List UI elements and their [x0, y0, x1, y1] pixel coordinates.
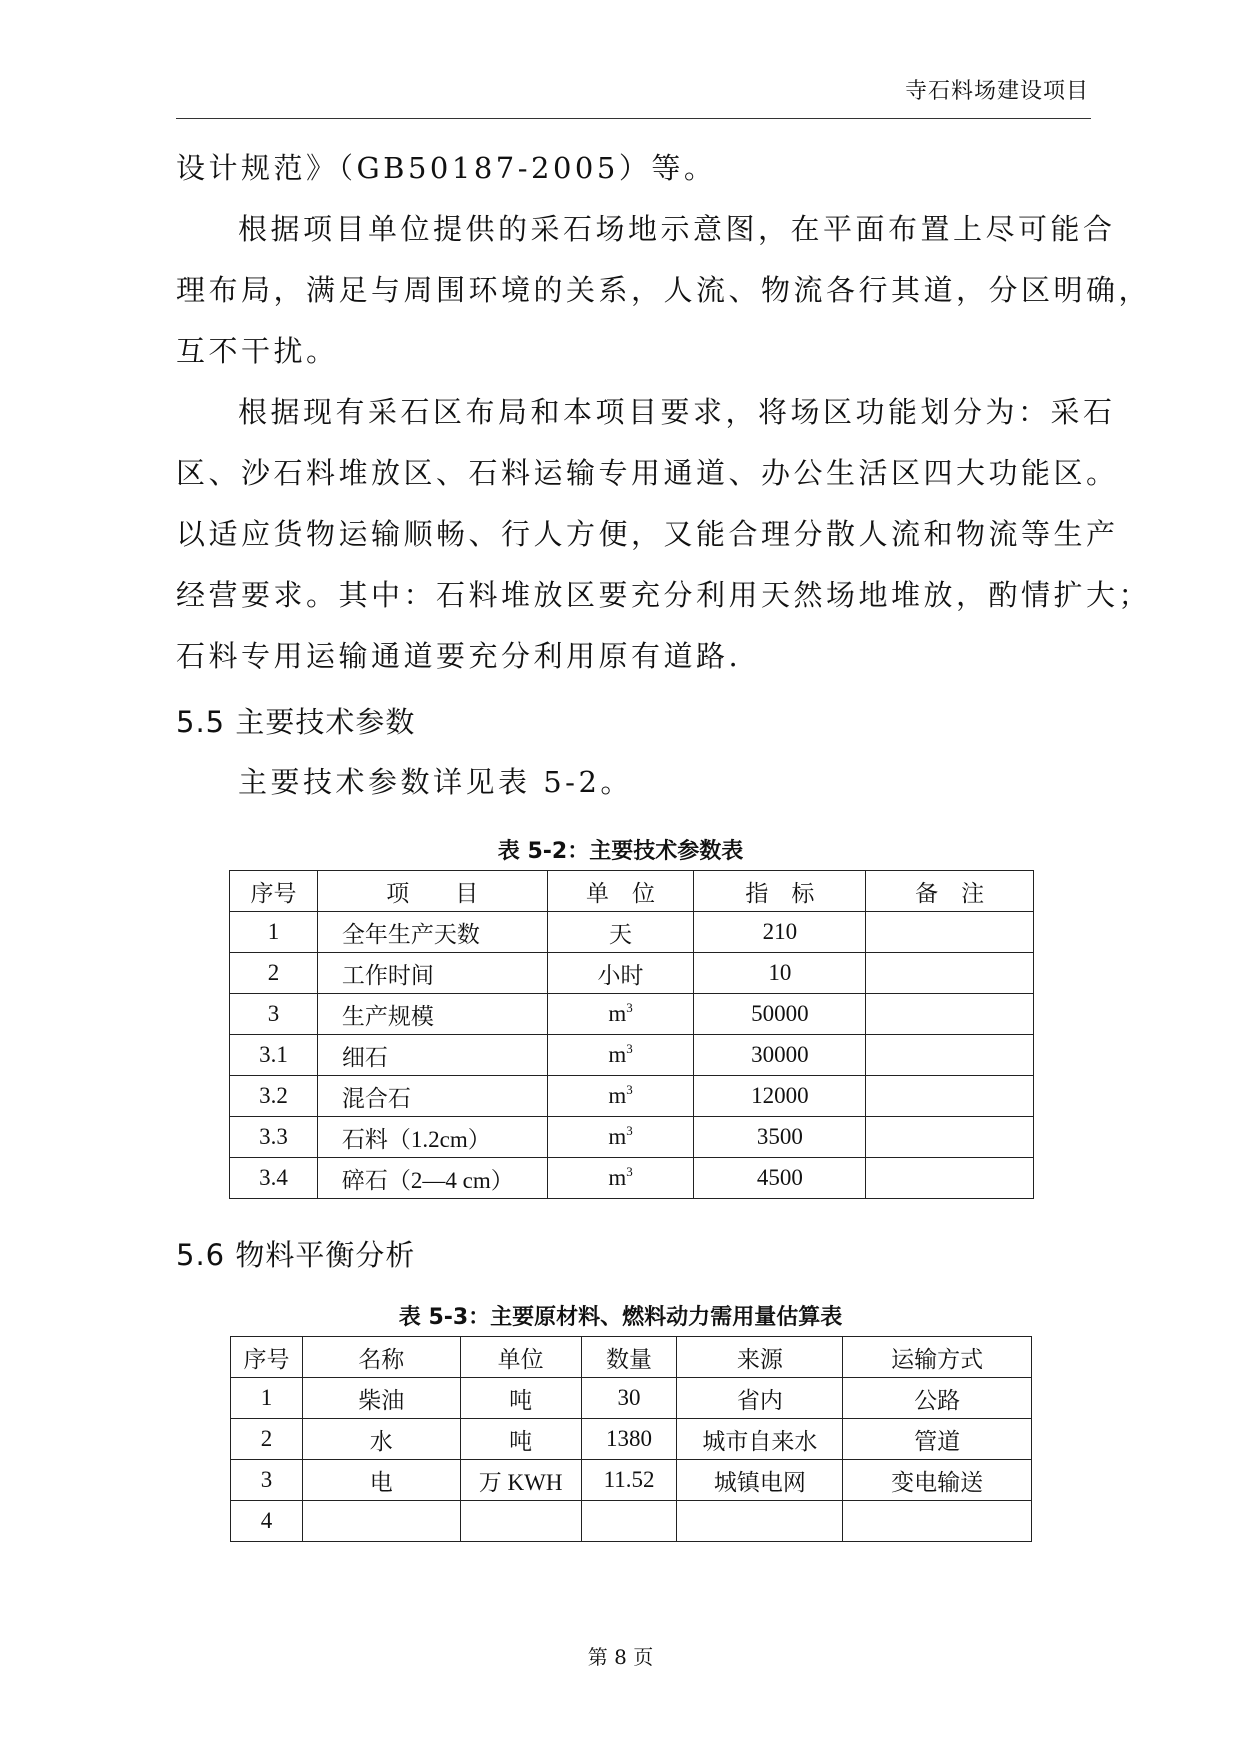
header-cell: 运输方式 — [843, 1337, 1032, 1378]
header-cell: 序号 — [231, 1337, 303, 1378]
table-cell: 小时 — [547, 953, 694, 994]
table-cell: 城镇电网 — [677, 1460, 843, 1501]
table-cell: 吨 — [460, 1378, 581, 1419]
text-line: 理布局，满足与周围环境的关系，人流、物流各行其道，分区明确， — [176, 273, 1152, 307]
header-cell: 来源 — [677, 1337, 843, 1378]
paragraph-layout — [176, 199, 1152, 382]
table-5-3-caption: 表 5-3：主要原材料、燃料动力需用量估算表 — [398, 1305, 843, 1330]
header-cell: 数量 — [581, 1337, 677, 1378]
technical-parameters-table — [229, 870, 1034, 1199]
header-cell: 序号 — [230, 871, 318, 912]
table-row — [230, 1117, 1034, 1158]
table-cell: 天 — [547, 912, 694, 953]
text-line: 主要技术参数详见表 5-2。 — [238, 765, 633, 799]
table-cell: 3 — [230, 994, 318, 1035]
table-cell: 30 — [581, 1378, 677, 1419]
text-line: 根据现有采石区布局和本项目要求，将场区功能划分为：采石 — [238, 395, 1116, 429]
table-row — [231, 1501, 1032, 1542]
table-cell — [866, 994, 1034, 1035]
table-cell: 细石 — [317, 1035, 547, 1076]
table-cell: 公路 — [843, 1378, 1032, 1419]
table-cell: 2 — [231, 1419, 303, 1460]
table-cell: $m^3$ — [547, 1158, 694, 1199]
section-heading-5-6: 5.6 物料平衡分析 — [176, 1238, 416, 1272]
table-row — [231, 1460, 1032, 1501]
header-cell: 单位 — [460, 1337, 581, 1378]
paragraph-table-ref — [176, 752, 1091, 813]
table-cell — [866, 1076, 1034, 1117]
text-line: 根据项目单位提供的采石场地示意图，在平面布置上尽可能合 — [238, 212, 1116, 246]
table-row — [231, 1419, 1032, 1460]
table-cell — [677, 1501, 843, 1542]
section-heading-5-5: 5.5 主要技术参数 — [176, 705, 416, 739]
table-cell: 11.52 — [581, 1460, 677, 1501]
table-cell: 12000 — [694, 1076, 866, 1117]
table-cell: 30000 — [694, 1035, 866, 1076]
table-cell — [460, 1501, 581, 1542]
table-cell: $m^3$ — [547, 994, 694, 1035]
table-cell: 全年生产天数 — [317, 912, 547, 953]
table-cell: 电 — [302, 1460, 460, 1501]
table-cell: 管道 — [843, 1419, 1032, 1460]
table-cell: 4 — [231, 1501, 303, 1542]
table-cell: 210 — [694, 912, 866, 953]
table-cell: $m^3$ — [547, 1076, 694, 1117]
table-cell: 碎石（2—4 cm） — [317, 1158, 547, 1199]
table-cell: 柴油 — [302, 1378, 460, 1419]
table-cell — [581, 1501, 677, 1542]
table-cell: 混合石 — [317, 1076, 547, 1117]
text-line: 以适应货物运输顺畅、行人方便，又能合理分散人流和物流等生产 — [176, 517, 1119, 551]
header-divider — [176, 118, 1091, 119]
table-cell — [866, 1158, 1034, 1199]
text-line: 区、沙石料堆放区、石料运输专用通道、办公生活区四大功能区。 — [176, 456, 1119, 490]
table-cell: 1380 — [581, 1419, 677, 1460]
header-cell: 备 注 — [866, 871, 1034, 912]
table-cell: 城市自来水 — [677, 1419, 843, 1460]
table-cell: 3.3 — [230, 1117, 318, 1158]
table-cell — [866, 1117, 1034, 1158]
table-cell: 工作时间 — [317, 953, 547, 994]
header-cell: 项 目 — [317, 871, 547, 912]
table-row — [230, 912, 1034, 953]
table-cell — [866, 1035, 1034, 1076]
table-cell: 1 — [231, 1378, 303, 1419]
table-cell: 50000 — [694, 994, 866, 1035]
table-cell: 3 — [231, 1460, 303, 1501]
table-cell: 水 — [302, 1419, 460, 1460]
paragraph-continuation — [176, 138, 1091, 199]
table-cell: 万 KWH — [460, 1460, 581, 1501]
table-cell: 3.1 — [230, 1035, 318, 1076]
table-cell: 10 — [694, 953, 866, 994]
table-cell: 3.2 — [230, 1076, 318, 1117]
table-row — [230, 994, 1034, 1035]
table-cell: 变电输送 — [843, 1460, 1032, 1501]
table-cell: $m^3$ — [547, 1117, 694, 1158]
table-row — [231, 1378, 1032, 1419]
table-row — [230, 953, 1034, 994]
paragraph-zoning — [176, 382, 1152, 687]
header-cell: 名称 — [302, 1337, 460, 1378]
table-row — [230, 1035, 1034, 1076]
table-cell — [866, 912, 1034, 953]
text-line: 经营要求。其中：石料堆放区要充分利用天然场地堆放，酌情扩大； — [176, 578, 1152, 612]
table-cell: 1 — [230, 912, 318, 953]
table-cell: 4500 — [694, 1158, 866, 1199]
table-5-2-caption: 表 5-2：主要技术参数表 — [497, 839, 744, 864]
text-line: 石料专用运输通道要充分利用原有道路. — [176, 639, 742, 673]
table-cell: 省内 — [677, 1378, 843, 1419]
table-row — [230, 1076, 1034, 1117]
header-cell: 单 位 — [547, 871, 694, 912]
header-cell: 指 标 — [694, 871, 866, 912]
table-cell: 吨 — [460, 1419, 581, 1460]
table-cell: 3.4 — [230, 1158, 318, 1199]
table-cell — [302, 1501, 460, 1542]
table-header-row — [231, 1337, 1032, 1378]
running-header: 寺石料场建设项目 — [904, 79, 1089, 104]
table-cell: $m^3$ — [547, 1035, 694, 1076]
table-cell — [843, 1501, 1032, 1542]
materials-demand-table — [230, 1336, 1032, 1542]
table-cell: 2 — [230, 953, 318, 994]
table-cell: 3500 — [694, 1117, 866, 1158]
text-line: 设计规范》（GB50187-2005）等。 — [176, 151, 717, 185]
table-header-row — [230, 871, 1034, 912]
text-line: 互不干扰。 — [176, 334, 339, 368]
table-cell — [866, 953, 1034, 994]
table-row — [230, 1158, 1034, 1199]
table-cell: 生产规模 — [317, 994, 547, 1035]
table-cell: 石料（1.2cm） — [317, 1117, 547, 1158]
page-number: 第 8 页 — [587, 1645, 654, 1669]
